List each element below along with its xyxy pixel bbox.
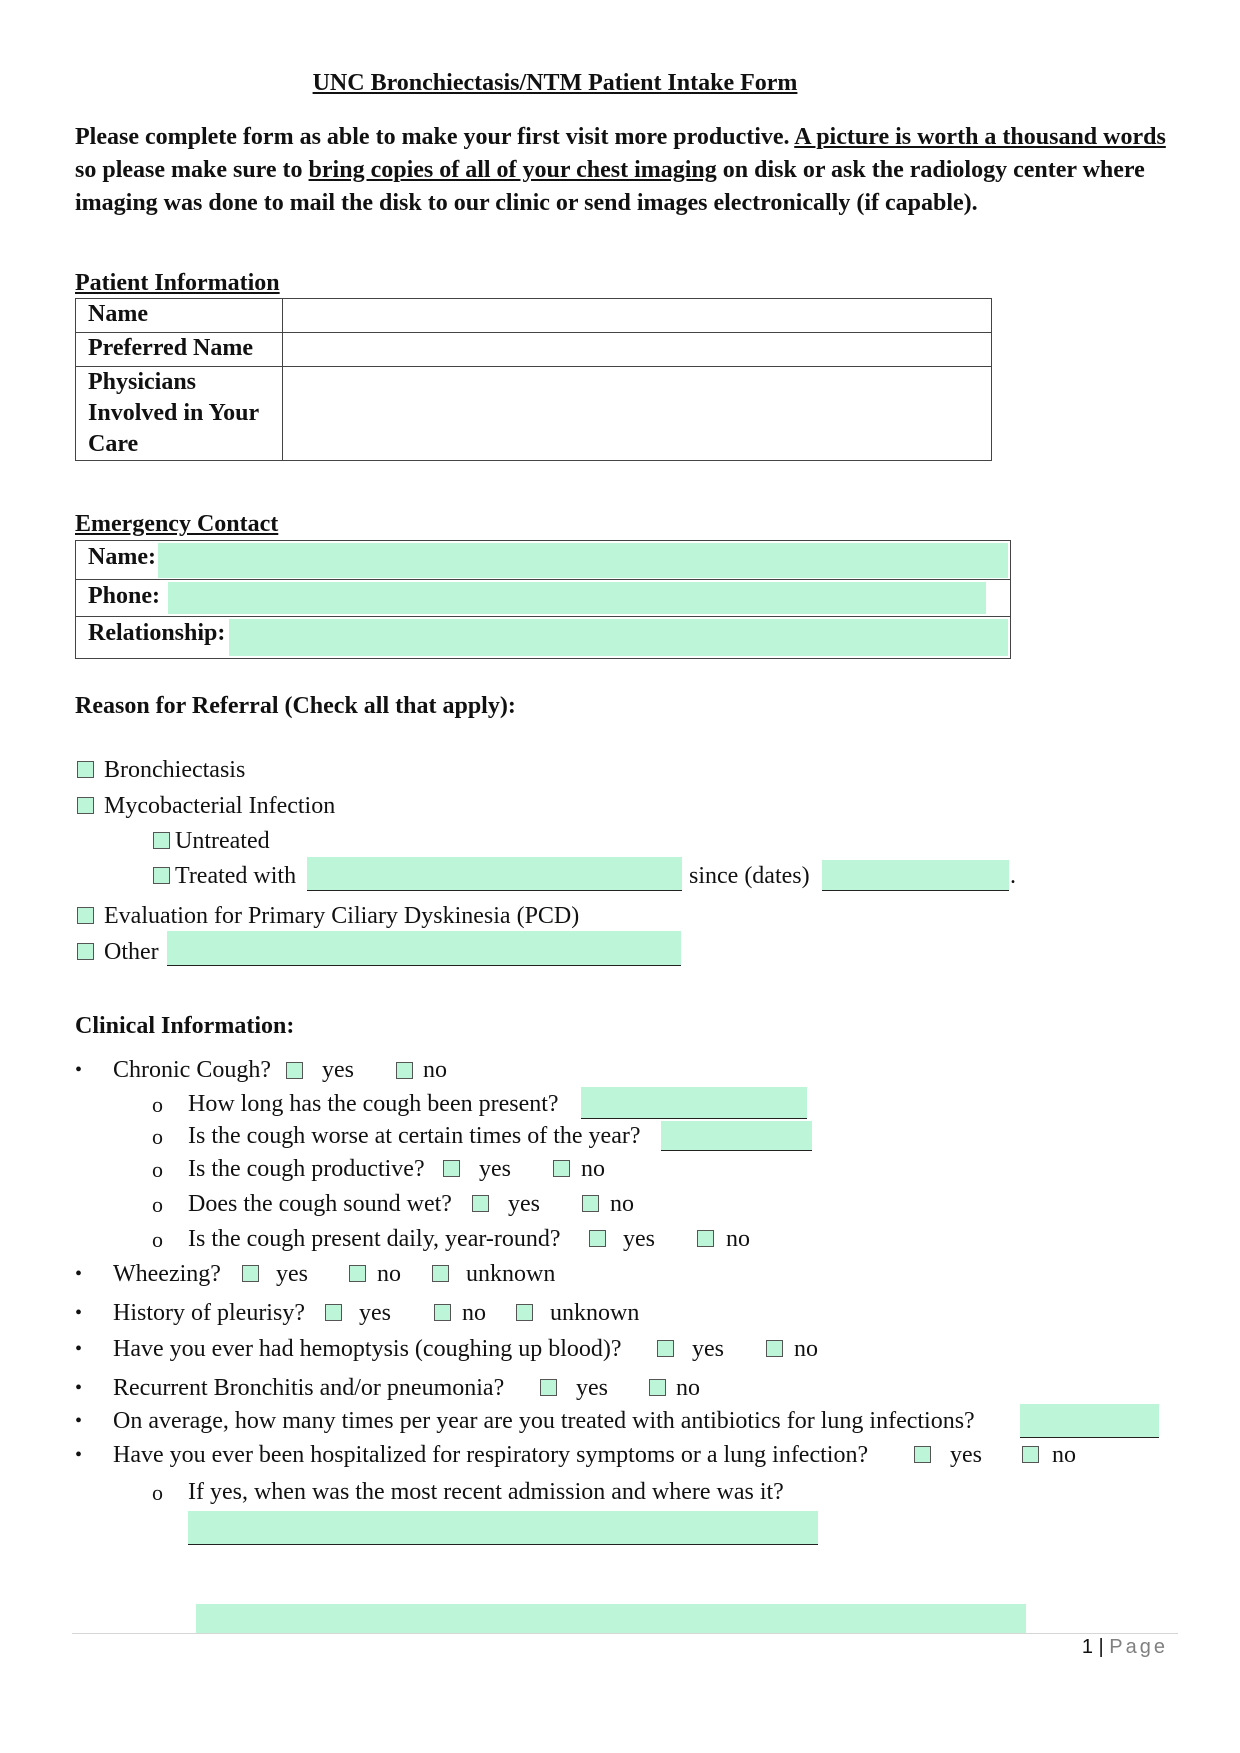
bronchitis-yes-label: yes <box>576 1375 608 1401</box>
bullet: • <box>75 1059 83 1081</box>
emergency-name-field[interactable] <box>158 543 1008 578</box>
since-dates-period: . <box>1010 863 1016 889</box>
cough-productive-yes-checkbox[interactable] <box>443 1160 460 1177</box>
recent-admission-field[interactable] <box>188 1511 818 1545</box>
cough-wet-yes-label: yes <box>508 1191 540 1217</box>
pleurisy-yes-label: yes <box>359 1300 391 1326</box>
bronchiectasis-checkbox[interactable] <box>77 761 94 778</box>
page-separator: | <box>1098 1636 1104 1658</box>
emergency-phone-field[interactable] <box>168 582 986 614</box>
cough-productive-label: Is the cough productive? <box>188 1156 425 1182</box>
cough-daily-yes-checkbox[interactable] <box>589 1230 606 1247</box>
hospitalized-no-checkbox[interactable] <box>1022 1446 1039 1463</box>
emergency-name-label: Name: <box>88 544 156 570</box>
footer-divider <box>72 1633 1178 1634</box>
antibiotics-field[interactable] <box>1020 1404 1159 1438</box>
cough-seasonal-label: Is the cough worse at certain times of the year? <box>188 1123 641 1149</box>
continuation-field[interactable] <box>196 1604 1026 1633</box>
cough-daily-yes-label: yes <box>623 1226 655 1252</box>
hospitalized-yes-checkbox[interactable] <box>914 1446 931 1463</box>
intro-text: so please make sure to <box>75 157 309 183</box>
name-label: Name <box>76 299 283 333</box>
other-field[interactable] <box>167 931 681 966</box>
emergency-heading: Emergency Contact <box>75 511 279 537</box>
wheezing-no-label: no <box>377 1261 401 1287</box>
mycobacterial-label: Mycobacterial Infection <box>104 793 336 819</box>
bullet: • <box>75 1263 83 1285</box>
untreated-label: Untreated <box>175 828 270 854</box>
cough-daily-no-label: no <box>726 1226 750 1252</box>
treated-with-label: Treated with <box>175 863 297 889</box>
treated-with-field[interactable] <box>307 857 682 891</box>
pcd-checkbox[interactable] <box>77 907 94 924</box>
intro-text: Please complete form as able to make your first visit more productive. <box>75 124 795 150</box>
intro-text: on disk or ask the radiology center where imaging was done to mail the disk to our clinic or send images electronically (if capable). <box>75 157 1145 216</box>
pleurisy-no-label: no <box>462 1300 486 1326</box>
bullet: • <box>75 1302 83 1324</box>
antibiotics-label: On average, how many times per year are you treated with antibiotics for lung infections? <box>113 1408 975 1434</box>
since-dates-field[interactable] <box>822 860 1009 891</box>
cough-seasonal-field[interactable] <box>661 1121 812 1151</box>
pleurisy-label: History of pleurisy? <box>113 1300 305 1326</box>
hospitalized-no-label: no <box>1052 1442 1076 1468</box>
page-footer <box>1082 1636 1168 1659</box>
hemoptysis-yes-checkbox[interactable] <box>657 1340 674 1357</box>
form-title: UNC Bronchiectasis/NTM Patient Intake Form <box>312 70 798 96</box>
sub-bullet: o <box>152 1480 163 1505</box>
wheezing-yes-label: yes <box>276 1261 308 1287</box>
cough-productive-yes-label: yes <box>479 1156 511 1182</box>
cough-duration-field[interactable] <box>581 1087 807 1119</box>
sub-bullet: o <box>152 1227 163 1252</box>
pleurisy-unknown-label: unknown <box>550 1300 640 1326</box>
emergency-phone-label: Phone: <box>88 583 160 609</box>
intro-emphasis: bring copies of all of your chest imaging <box>308 157 717 183</box>
chronic-cough-yes-label: yes <box>322 1057 354 1083</box>
wheezing-unknown-label: unknown <box>466 1261 556 1287</box>
preferred-name-field[interactable] <box>283 333 992 367</box>
intro-emphasis: A picture is worth a thousand words <box>794 124 1166 150</box>
cough-daily-label: Is the cough present daily, year-round? <box>188 1226 561 1252</box>
treated-checkbox[interactable] <box>153 867 170 884</box>
recent-admission-label: If yes, when was the most recent admission and where was it? <box>188 1479 784 1505</box>
bronchitis-no-checkbox[interactable] <box>649 1379 666 1396</box>
physicians-label: Physicians Involved in Your Care <box>76 367 283 461</box>
page-number: 1 <box>1081 1636 1093 1658</box>
mycobacterial-checkbox[interactable] <box>77 797 94 814</box>
bronchitis-no-label: no <box>676 1375 700 1401</box>
pleurisy-unknown-checkbox[interactable] <box>516 1304 533 1321</box>
emergency-table <box>75 540 1011 659</box>
wheezing-label: Wheezing? <box>113 1261 221 1287</box>
chronic-cough-label: Chronic Cough? <box>113 1057 271 1083</box>
pcd-label: Evaluation for Primary Ciliary Dyskinesia (PCD) <box>104 903 580 929</box>
untreated-checkbox[interactable] <box>153 832 170 849</box>
cough-daily-no-checkbox[interactable] <box>697 1230 714 1247</box>
sub-bullet: o <box>152 1092 163 1117</box>
other-checkbox[interactable] <box>77 943 94 960</box>
other-label: Other <box>104 939 159 965</box>
hospitalized-label: Have you ever been hospitalized for respiratory symptoms or a lung infection? <box>113 1442 869 1468</box>
bullet: • <box>75 1377 83 1399</box>
emergency-relationship-label: Relationship: <box>88 620 226 646</box>
cough-wet-no-checkbox[interactable] <box>582 1195 599 1212</box>
since-dates-label: since (dates) <box>689 863 810 889</box>
preferred-name-label: Preferred Name <box>76 333 283 367</box>
hospitalized-yes-label: yes <box>950 1442 982 1468</box>
hemoptysis-no-checkbox[interactable] <box>766 1340 783 1357</box>
chronic-cough-no-label: no <box>423 1057 447 1083</box>
cough-wet-label: Does the cough sound wet? <box>188 1191 452 1217</box>
intro-paragraph <box>75 121 1175 220</box>
referral-heading: Reason for Referral (Check all that apply): <box>75 693 516 719</box>
sub-bullet: o <box>152 1124 163 1149</box>
sub-bullet: o <box>152 1192 163 1217</box>
wheezing-no-checkbox[interactable] <box>349 1265 366 1282</box>
name-field[interactable] <box>283 299 992 333</box>
bullet: • <box>75 1444 83 1466</box>
pleurisy-yes-checkbox[interactable] <box>325 1304 342 1321</box>
patient-info-table <box>75 298 992 461</box>
bronchiectasis-label: Bronchiectasis <box>104 757 246 783</box>
patient-info-heading: Patient Information <box>75 270 280 296</box>
clinical-heading: Clinical Information: <box>75 1013 295 1039</box>
cough-productive-no-label: no <box>581 1156 605 1182</box>
hemoptysis-yes-label: yes <box>692 1336 724 1362</box>
cough-wet-no-label: no <box>610 1191 634 1217</box>
pleurisy-no-checkbox[interactable] <box>434 1304 451 1321</box>
cough-wet-yes-checkbox[interactable] <box>472 1195 489 1212</box>
page-word: Page <box>1109 1636 1168 1658</box>
hemoptysis-label: Have you ever had hemoptysis (coughing up blood)? <box>113 1336 622 1362</box>
wheezing-yes-checkbox[interactable] <box>242 1265 259 1282</box>
hemoptysis-no-label: no <box>794 1336 818 1362</box>
chronic-cough-no-checkbox[interactable] <box>396 1062 413 1079</box>
sub-bullet: o <box>152 1157 163 1182</box>
wheezing-unknown-checkbox[interactable] <box>432 1265 449 1282</box>
bronchitis-label: Recurrent Bronchitis and/or pneumonia? <box>113 1375 505 1401</box>
bullet: • <box>75 1338 83 1360</box>
cough-duration-label: How long has the cough been present? <box>188 1091 559 1117</box>
bullet: • <box>75 1410 83 1432</box>
emergency-relationship-field[interactable] <box>229 619 1008 656</box>
cough-productive-no-checkbox[interactable] <box>553 1160 570 1177</box>
bronchitis-yes-checkbox[interactable] <box>540 1379 557 1396</box>
chronic-cough-yes-checkbox[interactable] <box>286 1062 303 1079</box>
physicians-field[interactable] <box>283 367 992 461</box>
